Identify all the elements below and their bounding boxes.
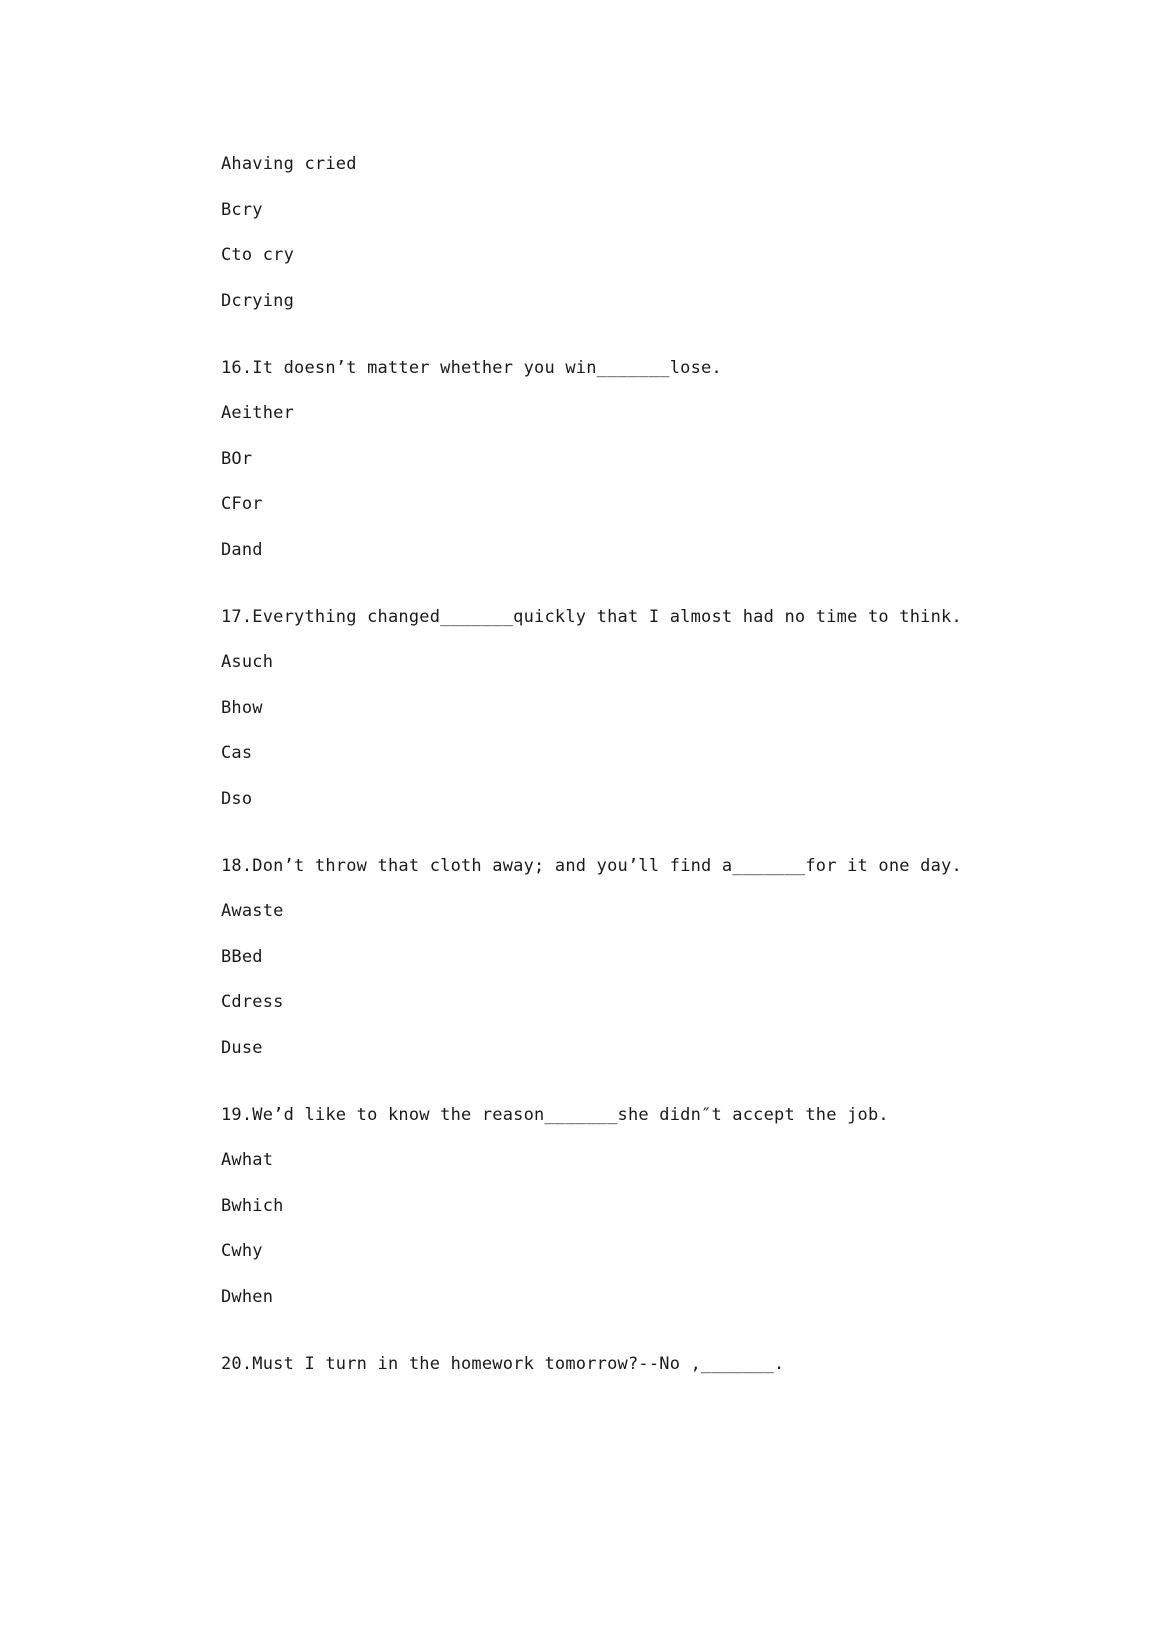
exam-content (221, 154, 1101, 1399)
previous-question-options (221, 154, 1101, 312)
option-d: Dso (221, 788, 253, 809)
option-b: BBed (221, 946, 263, 967)
option-d: Dwhen (221, 1286, 274, 1307)
option-d: Dand (221, 539, 263, 560)
option-d: Dcrying (221, 290, 295, 311)
option-a: Aeither (221, 403, 295, 423)
option-b: Bwhich (221, 1195, 284, 1216)
option-a: Asuch (221, 652, 274, 672)
question-text: 16.It doesn’t matter whether you win_______lose. (221, 357, 722, 378)
option-d: Duse (221, 1037, 263, 1058)
option-b: BOr (221, 448, 253, 469)
option-b: Bcry (221, 199, 263, 220)
option-c: Cas (221, 743, 253, 763)
option-a: Ahaving cried (221, 154, 357, 174)
option-a: Awaste (221, 901, 284, 921)
option-c: Cdress (221, 992, 284, 1012)
question-17 (221, 607, 1101, 810)
option-c: Cto cry (221, 245, 295, 265)
option-b: Bhow (221, 697, 263, 718)
option-a: Awhat (221, 1150, 274, 1170)
question-text: 20.Must I turn in the homework tomorrow?--No ,_______. (221, 1353, 785, 1374)
question-19 (221, 1105, 1101, 1308)
option-c: Cwhy (221, 1241, 263, 1261)
question-text: 17.Everything changed_______quickly that I almost had no time to think. (221, 606, 962, 627)
question-18 (221, 856, 1101, 1059)
question-20 (221, 1354, 1101, 1375)
question-text: 19.We’d like to know the reason_______she didn″t accept the job. (221, 1104, 889, 1125)
question-16 (221, 358, 1101, 561)
option-c: CFor (221, 494, 263, 514)
question-text: 18.Don’t throw that cloth away; and you’ll find a_______for it one day. (221, 855, 962, 876)
